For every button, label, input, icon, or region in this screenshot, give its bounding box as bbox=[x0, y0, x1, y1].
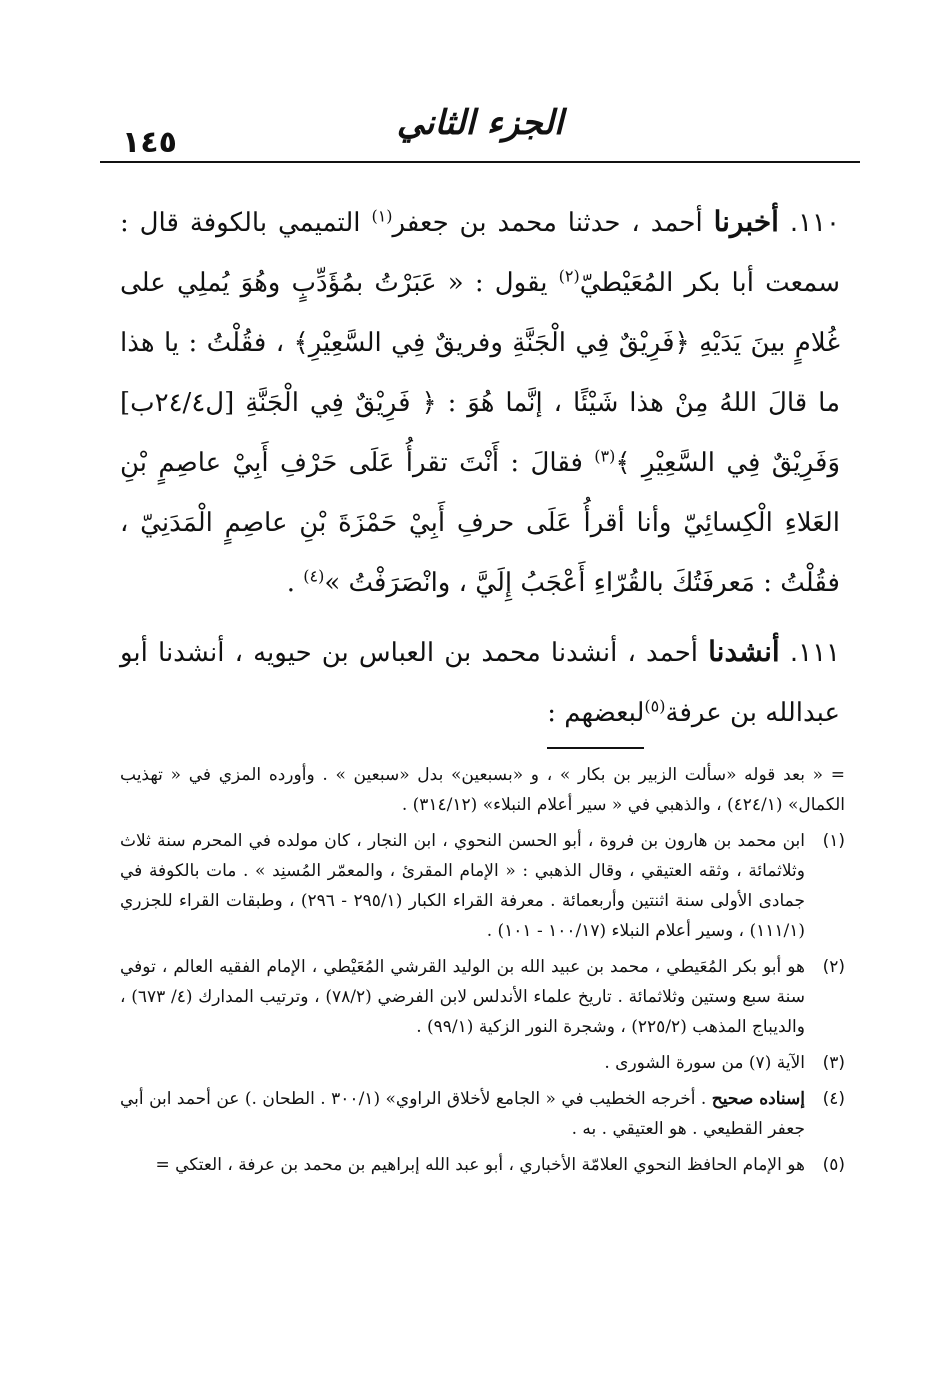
footnote-3 bbox=[120, 1048, 845, 1078]
entry-text: أحمد ، أنشدنا محمد بن العباس بن حيويه ، أنشدنا أبو عبدالله بن عرفة bbox=[120, 638, 840, 728]
entry-111 bbox=[120, 622, 840, 749]
footnote-text: ابن محمد بن هارون بن فروة ، أبو الحسن النحوي ، ابن النجار ، كان مولده في المحرم سنة ثلاث وثلاثمائة ، وثقه العتيقي ، وقال الذهبي : « الإمام المقرئ ، والمعمّر المُسنِد » . مات بالكوفة في جمادى الأولى سنة اثنتين وأربعمائة . معرفة القراء الكبار (٢٩٥/١ - ٢٩٦) ، وطبقات القراء للجزري (١١١/١) ، وسير أعلام النبلاء (١٠٠/١٧ - ١٠١) . bbox=[120, 831, 805, 941]
entry-text: فقالَ : أَنْتَ تقرأُ عَلَى حَرْفِ أَبِيْ عاصِمٍ بْنِ العَلاءِ الْكِسائِيّ وأنا أقرأُ عَلَى حرفِ أَبِيْ حَمْزَةَ بْنِ عاصِمٍ الْمَدَنِيّ ، فقُلْتُ : مَعرفَتُكَ بالقُرّاءِ أَعْجَبُ إِلَيَّ ، وانْصَرَفْتُ » bbox=[120, 448, 840, 598]
footnote-number: (١) bbox=[822, 831, 845, 851]
entry-lead-word: أخبرنا bbox=[713, 205, 779, 238]
entry-110 bbox=[120, 192, 840, 613]
footnote-5 bbox=[120, 1150, 845, 1180]
entry-text: يقول : « عَبَرْتُ بمُؤَدِّبٍ وهُوَ يُملِي على غُلامٍ بينَ يَدَيْهِ ﴿فَرِيْقٌ فِي الْجَنَّةِ وفريقٌ فِي السَّعِيْرِ﴾ ، فقُلْتُ : يا هذا ما قالَ اللهُ مِنْ هذا شَيْئًا ، إنَّما هُوَ : ﴿ فَرِيْقٌ فِي الْجَنَّةِ [ل٢٤/٤ب] وَفَرِيْقٌ فِي السَّعِيْرِ ﴾ bbox=[120, 268, 841, 478]
entry-number: ١١٠. bbox=[789, 208, 840, 238]
footnote-ref-4[interactable]: (٤) bbox=[303, 566, 325, 586]
entry-text: التميمي بالكوفة قال : سمعت أبا بكر المُعَيْطيّ bbox=[120, 208, 840, 298]
footnote-ref-2[interactable]: (٢) bbox=[558, 266, 580, 286]
footnote-4 bbox=[120, 1084, 845, 1144]
entry-text: أحمد ، حدثنا محمد بن جعفر bbox=[392, 208, 714, 238]
footnote-ref-3[interactable]: (٣) bbox=[594, 446, 616, 466]
footnote-text: هو الإمام الحافظ النحوي العلامّة الأخباري ، أبو عبد الله إبراهيم بن محمد بن عرفة ، العتكي = bbox=[155, 1155, 805, 1175]
running-title: الجزء الثاني bbox=[396, 103, 564, 143]
footnotes bbox=[120, 760, 845, 1186]
footnote-text: هو أبو بكر المُعَيطي ، محمد بن عبيد الله بن الوليد القرشي المُعَيْطي ، الإمام الفقيه العالم ، توفي سنة سبع وستين وثلاثمائة . تاريخ علماء الأندلس لابن الفرضي (٧٨/٢) ، وترتيب المدارك (٤/ ٦٧٣) ، والديباج المذهب (٢٢٥/٢) ، وشجرة النور الزكية (٩٩/١) . bbox=[120, 957, 805, 1037]
footnote-number: (٤) bbox=[822, 1089, 845, 1109]
footnote-2 bbox=[120, 952, 845, 1042]
footnote-ref-5[interactable]: (٥) bbox=[644, 696, 666, 716]
footnote-continuation: = « بعد قوله «سألت الزبير بن بكار » ، و «بسبعين» بدل «سبعين » . وأورده المزي في « تهذيب الكمال» (٤٢٤/١) ، والذهبي في « سير أعلام النبلاء» (٣١٤/١٢) . bbox=[120, 765, 845, 815]
footnote-bold-text: إسناده صحيح bbox=[711, 1089, 806, 1109]
page-number: ١٤٥ bbox=[122, 125, 177, 160]
footnote-number: (٥) bbox=[822, 1155, 845, 1175]
entry-lead-word: أنشدنا bbox=[708, 635, 780, 668]
entry-number: ١١١. bbox=[789, 638, 841, 668]
header-rule bbox=[100, 161, 860, 163]
footnote-ref-1[interactable]: (١) bbox=[371, 206, 393, 226]
footnote-text: الآية (٧) من سورة الشورى . bbox=[604, 1053, 805, 1073]
footnote-1 bbox=[120, 826, 845, 946]
entry-text: . bbox=[286, 568, 304, 598]
footnote-text: . أخرجه الخطيب في « الجامع لأخلاق الراوي» (٣٠٠/١ . الطحان .) عن أحمد ابن أبي جعفر القطيعي . هو العتيقي . به . bbox=[120, 1089, 805, 1139]
entry-text-underlined: لبعضهم : bbox=[547, 683, 644, 749]
footnote-number: (٢) bbox=[822, 957, 845, 977]
page-header bbox=[100, 95, 860, 165]
footnote-number: (٣) bbox=[822, 1053, 845, 1073]
